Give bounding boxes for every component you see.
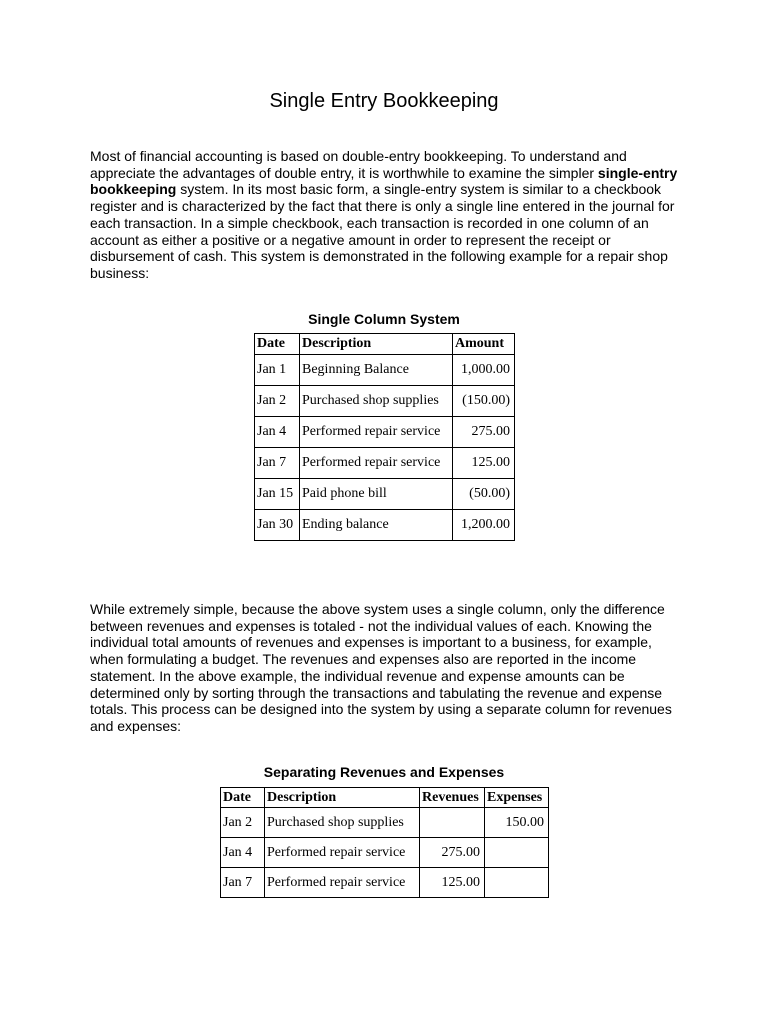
cell-amount: (50.00) <box>453 479 515 510</box>
header-amount: Amount <box>453 334 515 355</box>
cell-date: Jan 4 <box>255 417 300 448</box>
table1-caption: Single Column System <box>308 311 460 327</box>
revenues-expenses-table <box>220 787 549 898</box>
cell-date: Jan 1 <box>255 355 300 386</box>
cell-date: Jan 2 <box>221 808 265 838</box>
header-date: Date <box>255 334 300 355</box>
cell-revenues: 275.00 <box>420 838 485 868</box>
table-row <box>255 386 515 417</box>
intro-text-end: system. In its most basic form, a single-entry system is similar to a checkbook register and is characterized by the fact that there is only a single line entered in the journal for each transaction. In a simple checkbook, each transaction is recorded in one column of an account as either a positive or a negative amount in order to represent the receipt or disbursement of cash. This system is demonstrated in the following example for a repair shop business: <box>90 181 675 281</box>
cell-description: Performed repair service <box>265 868 420 898</box>
second-paragraph: While extremely simple, because the above system uses a single column, only the difference between revenues and expenses is totaled - not the individual values of each. Knowing the individual total amounts of revenues and expenses is important to a business, for example, when formulating a budget. The revenues and expenses also are reported in the income statement. In the above example, the individual revenue and expense amounts can be determined only by sorting through the transactions and tabulating the revenue and expense totals. This process can be designed into the system by using a separate column for revenues and expenses: <box>90 601 672 734</box>
header-revenues: Revenues <box>420 788 485 808</box>
table-row <box>221 868 549 898</box>
cell-description: Paid phone bill <box>300 479 453 510</box>
table-row <box>255 510 515 541</box>
table-row <box>255 448 515 479</box>
cell-revenues <box>420 808 485 838</box>
table-row <box>221 838 549 868</box>
cell-amount: 1,000.00 <box>453 355 515 386</box>
cell-date: Jan 4 <box>221 838 265 868</box>
intro-paragraph <box>90 148 686 282</box>
header-description: Description <box>300 334 453 355</box>
cell-date: Jan 2 <box>255 386 300 417</box>
cell-description: Performed repair service <box>300 448 453 479</box>
cell-description: Purchased shop supplies <box>300 386 453 417</box>
table-row <box>221 808 549 838</box>
header-description: Description <box>265 788 420 808</box>
page-title: Single Entry Bookkeeping <box>269 90 499 112</box>
table-header-row <box>221 788 549 808</box>
cell-description: Beginning Balance <box>300 355 453 386</box>
cell-expenses <box>485 868 549 898</box>
cell-expenses: 150.00 <box>485 808 549 838</box>
table-row <box>255 417 515 448</box>
cell-date: Jan 7 <box>221 868 265 898</box>
table-row <box>255 355 515 386</box>
header-expenses: Expenses <box>485 788 549 808</box>
cell-amount: (150.00) <box>453 386 515 417</box>
cell-amount: 275.00 <box>453 417 515 448</box>
single-column-table <box>254 333 515 541</box>
header-date: Date <box>221 788 265 808</box>
cell-date: Jan 15 <box>255 479 300 510</box>
cell-description: Performed repair service <box>300 417 453 448</box>
table-row <box>255 479 515 510</box>
cell-amount: 1,200.00 <box>453 510 515 541</box>
intro-bold-term: single-entry bookkeeping <box>90 164 678 198</box>
cell-revenues: 125.00 <box>420 868 485 898</box>
cell-date: Jan 30 <box>255 510 300 541</box>
table2-caption: Separating Revenues and Expenses <box>263 764 505 780</box>
cell-description: Ending balance <box>300 510 453 541</box>
cell-description: Purchased shop supplies <box>265 808 420 838</box>
table-header-row <box>255 334 515 355</box>
cell-date: Jan 7 <box>255 448 300 479</box>
intro-text-start: Most of financial accounting is based on double-entry bookkeeping. To understand and appreciate the advantages of double entry, it is worthwhile to examine the simpler <box>90 148 627 181</box>
cell-expenses <box>485 838 549 868</box>
cell-amount: 125.00 <box>453 448 515 479</box>
cell-description: Performed repair service <box>265 838 420 868</box>
